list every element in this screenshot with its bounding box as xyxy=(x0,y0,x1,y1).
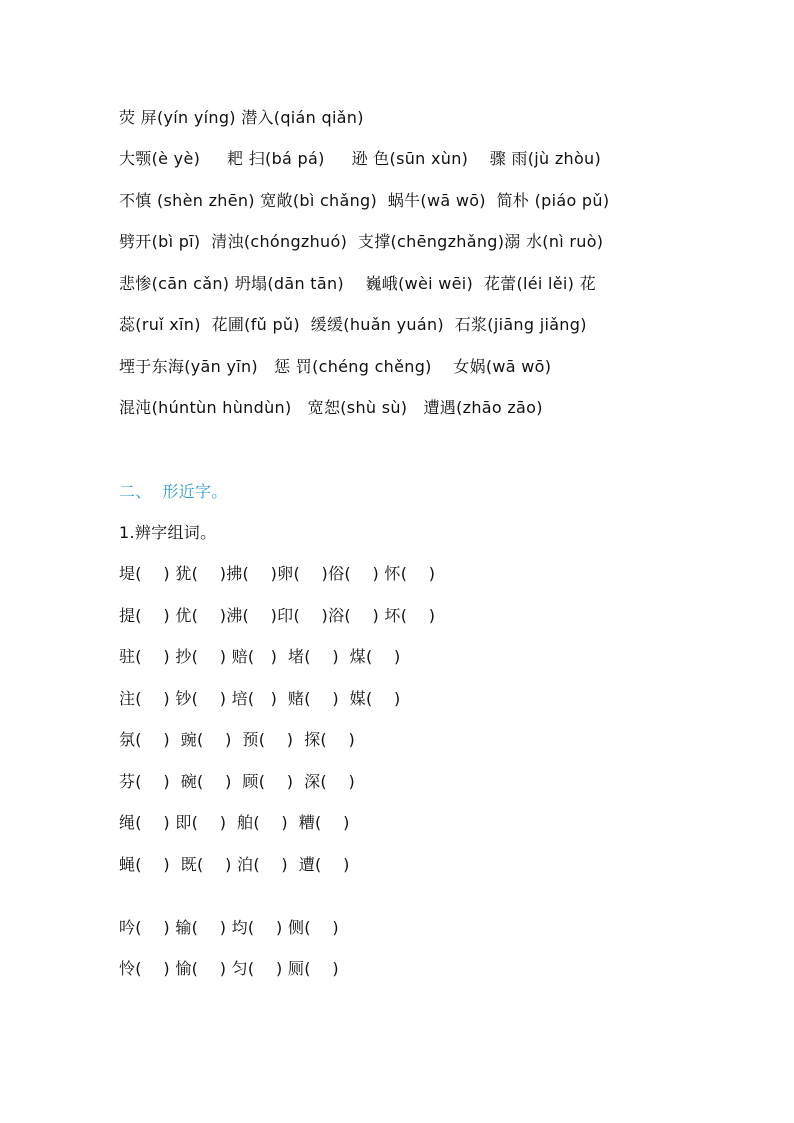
subheading: 1.辨字组词。 xyxy=(119,523,217,542)
word-line: 提( ) 优( )沸( )印( )浴( ) 坏( ) xyxy=(119,606,436,625)
word-line: 芬( ) 碗( ) 顾( ) 深( ) xyxy=(119,772,356,791)
section-heading: 二、 形近字。 xyxy=(119,482,228,501)
pinyin-line: 堙于东海(yān yīn) 惩 罚(chéng chěng) 女娲(wā wō) xyxy=(119,357,552,376)
pinyin-line: 荧 屏(yín yíng) 潜入(qián qiǎn) xyxy=(119,108,364,127)
pinyin-line: 悲惨(cān cǎn) 坍塌(dān tān) 巍峨(wèi wēi) 花蕾(léi lěi) 花 xyxy=(119,274,596,293)
pinyin-line: 不慎 (shèn zhēn) 宽敞(bì chǎng) 蜗牛(wā wō) 简朴 (piáo pǔ) xyxy=(119,191,610,210)
word-line: 堤( ) 犹( )拂( )卵( )俗( ) 怀( ) xyxy=(119,564,436,583)
word-line: 驻( ) 抄( ) 赔( ) 堵( ) 煤( ) xyxy=(119,647,401,666)
word-line: 绳( ) 即( ) 舶( ) 糟( ) xyxy=(119,813,350,832)
word-line: 吟( ) 输( ) 均( ) 侧( ) xyxy=(119,918,339,937)
pinyin-line: 大颚(è yè) 耙 扫(bá pá) 逊 色(sūn xùn) 骤 雨(jù zhòu) xyxy=(119,149,602,168)
word-line: 怜( ) 愉( ) 匀( ) 厕( ) xyxy=(119,959,339,978)
pinyin-line: 蕊(ruǐ xīn) 花圃(fǔ pǔ) 缓缓(huǎn yuán) 石浆(jiāng jiǎng) xyxy=(119,315,587,334)
pinyin-line: 劈开(bì pī) 清浊(chóngzhuó) 支撑(chēngzhǎng)溺 水(nì ruò) xyxy=(119,232,604,251)
pinyin-line: 混沌(húntùn hùndùn) 宽恕(shù sù) 遭遇(zhāo zāo) xyxy=(119,398,543,417)
word-line: 注( ) 钞( ) 培( ) 赌( ) 媒( ) xyxy=(119,689,401,708)
word-line: 蝇( ) 既( ) 泊( ) 遭( ) xyxy=(119,855,350,874)
word-line: 氛( ) 豌( ) 预( ) 探( ) xyxy=(119,730,356,749)
